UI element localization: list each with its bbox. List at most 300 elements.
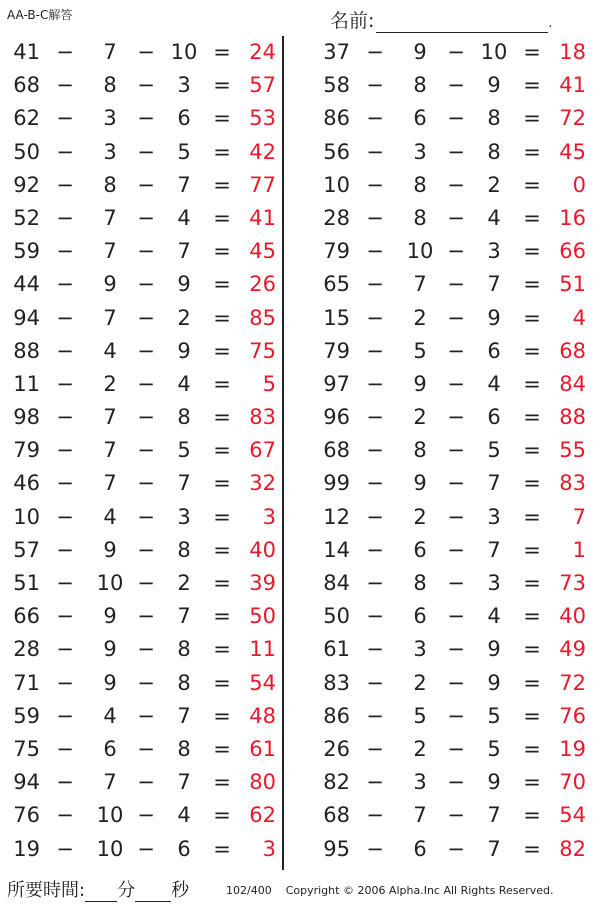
minus-sign: −: [366, 172, 384, 197]
minuend: 97: [323, 371, 350, 396]
answer: 55: [559, 438, 586, 463]
equals-sign: =: [213, 40, 231, 64]
subtrahend-2: 7: [177, 172, 191, 197]
equals-sign: =: [213, 571, 231, 595]
subtrahend-1: 9: [103, 637, 117, 662]
subtrahend-1: 7: [103, 770, 117, 795]
subtrahend-2: 10: [170, 40, 198, 64]
minuend: 99: [323, 471, 350, 496]
minus-sign: −: [137, 239, 155, 264]
answer: 0: [572, 172, 586, 197]
minus-sign: −: [56, 471, 74, 496]
subtrahend-1: 8: [413, 205, 427, 230]
minus-sign: −: [137, 272, 155, 297]
minus-sign: −: [447, 305, 465, 330]
minus-sign: −: [447, 438, 465, 463]
minuend: 68: [323, 803, 350, 828]
subtrahend-2: 5: [487, 736, 501, 761]
minus-sign: −: [56, 272, 74, 297]
equals-sign: =: [523, 736, 541, 761]
minus-sign: −: [56, 537, 74, 562]
subtrahend-2: 8: [177, 405, 191, 430]
subtrahend-1: 9: [413, 40, 427, 64]
subtrahend-2: 9: [487, 637, 501, 662]
subtrahend-1: 2: [413, 305, 427, 330]
minus-sign: −: [56, 803, 74, 828]
subtrahend-2: 2: [177, 305, 191, 330]
answer: 57: [249, 73, 276, 98]
subtrahend-1: 8: [413, 172, 427, 197]
equals-sign: =: [523, 40, 541, 64]
subtrahend-2: 2: [177, 571, 191, 595]
subtrahend-1: 2: [413, 504, 427, 529]
minus-sign: −: [56, 604, 74, 629]
minus-sign: −: [366, 604, 384, 629]
equals-sign: =: [523, 205, 541, 230]
minus-sign: −: [137, 670, 155, 695]
minuend: 52: [13, 205, 40, 230]
minus-sign: −: [447, 40, 465, 64]
answer: 67: [249, 438, 276, 463]
equals-sign: =: [523, 438, 541, 463]
answer: 73: [559, 571, 586, 595]
equals-sign: =: [523, 770, 541, 795]
minuend: 98: [13, 405, 40, 430]
subtrahend-2: 4: [177, 205, 191, 230]
answer: 40: [559, 604, 586, 629]
minus-sign: −: [366, 73, 384, 98]
subtrahend-1: 5: [413, 338, 427, 363]
minus-sign: −: [366, 205, 384, 230]
equals-sign: =: [523, 371, 541, 396]
time-field: [7, 876, 189, 902]
minus-sign: −: [56, 836, 74, 861]
minuend: 12: [323, 504, 350, 529]
minuend: 86: [323, 703, 350, 728]
minus-sign: −: [447, 139, 465, 164]
minus-sign: −: [447, 537, 465, 562]
minuend: 26: [323, 736, 350, 761]
answer: 54: [559, 803, 586, 828]
answer: 42: [249, 139, 276, 164]
minus-sign: −: [447, 272, 465, 297]
subtrahend-1: 9: [413, 371, 427, 396]
subtrahend-1: 4: [103, 338, 117, 363]
minus-sign: −: [447, 736, 465, 761]
minuend: 62: [13, 106, 40, 131]
subtrahend-1: 3: [413, 139, 427, 164]
minus-sign: −: [366, 770, 384, 795]
equals-sign: =: [213, 338, 231, 363]
minuend: 59: [13, 239, 40, 264]
minus-sign: −: [137, 405, 155, 430]
subtrahend-1: 2: [413, 670, 427, 695]
equals-sign: =: [213, 736, 231, 761]
minus-sign: −: [447, 670, 465, 695]
answer: 19: [559, 736, 586, 761]
minuend: 75: [13, 736, 40, 761]
answer: 68: [559, 338, 586, 363]
page-number: 102/400: [226, 884, 272, 897]
answer: 26: [249, 272, 276, 297]
equals-sign: =: [523, 670, 541, 695]
minuend: 68: [13, 73, 40, 98]
subtrahend-2: 3: [487, 571, 501, 595]
subtrahend-1: 10: [96, 836, 124, 861]
subtrahend-1: 7: [103, 239, 117, 264]
minus-sign: −: [56, 338, 74, 363]
minus-sign: −: [366, 471, 384, 496]
answer: 80: [249, 770, 276, 795]
equals-sign: =: [213, 106, 231, 131]
minus-sign: −: [366, 836, 384, 861]
equals-sign: =: [213, 405, 231, 430]
minus-sign: −: [366, 371, 384, 396]
subtrahend-1: 7: [103, 438, 117, 463]
answer: 1: [572, 537, 586, 562]
minus-sign: −: [366, 405, 384, 430]
name-dot: .: [548, 16, 553, 30]
subtrahend-2: 6: [487, 338, 501, 363]
subtrahend-2: 3: [177, 504, 191, 529]
answer: 83: [559, 471, 586, 496]
answer: 54: [249, 670, 276, 695]
answer: 66: [559, 239, 586, 264]
minus-sign: −: [447, 172, 465, 197]
minus-sign: −: [447, 205, 465, 230]
subtrahend-1: 5: [413, 703, 427, 728]
copyright: Copyright © 2006 Alpha.Inc All Rights Reserved.: [285, 884, 554, 897]
minuend: 10: [323, 172, 350, 197]
answer: 45: [249, 239, 276, 264]
minus-sign: −: [56, 371, 74, 396]
subtrahend-1: 4: [103, 703, 117, 728]
subtrahend-1: 7: [103, 205, 117, 230]
minus-sign: −: [56, 438, 74, 463]
minus-sign: −: [137, 637, 155, 662]
minuend: 79: [323, 338, 350, 363]
equals-sign: =: [213, 305, 231, 330]
minus-sign: −: [56, 405, 74, 430]
minus-sign: −: [137, 504, 155, 529]
minuend: 96: [323, 405, 350, 430]
answer: 41: [249, 205, 276, 230]
minus-sign: −: [366, 106, 384, 131]
subtrahend-2: 7: [177, 239, 191, 264]
subtrahend-1: 6: [413, 604, 427, 629]
minus-sign: −: [56, 73, 74, 98]
answer: 72: [559, 106, 586, 131]
minuend: 56: [323, 139, 350, 164]
minus-sign: −: [366, 736, 384, 761]
minus-sign: −: [137, 40, 155, 64]
answer: 83: [249, 405, 276, 430]
minus-sign: −: [56, 305, 74, 330]
subtrahend-2: 8: [177, 537, 191, 562]
subtrahend-1: 6: [413, 537, 427, 562]
minus-sign: −: [137, 73, 155, 98]
minus-sign: −: [137, 371, 155, 396]
equals-sign: =: [523, 471, 541, 496]
minus-sign: −: [366, 338, 384, 363]
equals-sign: =: [523, 803, 541, 828]
minus-sign: −: [56, 703, 74, 728]
equals-sign: =: [213, 703, 231, 728]
equals-sign: =: [523, 604, 541, 629]
column-divider: [282, 36, 284, 870]
minuend: 57: [13, 537, 40, 562]
name-label: 名前:: [330, 10, 375, 32]
answer: 76: [559, 703, 586, 728]
minuend: 10: [13, 504, 40, 529]
minus-sign: −: [137, 571, 155, 595]
minuend: 37: [323, 40, 350, 64]
subtrahend-1: 6: [413, 106, 427, 131]
minus-sign: −: [447, 73, 465, 98]
minus-sign: −: [366, 670, 384, 695]
subtrahend-1: 3: [103, 106, 117, 131]
subtrahend-1: 9: [413, 471, 427, 496]
answer: 48: [249, 703, 276, 728]
minus-sign: −: [137, 736, 155, 761]
minuend: 86: [323, 106, 350, 131]
equals-sign: =: [523, 637, 541, 662]
minus-sign: −: [56, 637, 74, 662]
equals-sign: =: [523, 106, 541, 131]
equals-sign: =: [213, 272, 231, 297]
subtrahend-2: 5: [487, 438, 501, 463]
subtrahend-2: 6: [177, 106, 191, 131]
equals-sign: =: [213, 836, 231, 861]
minuend: 14: [323, 537, 350, 562]
minuend: 68: [323, 438, 350, 463]
subtrahend-2: 4: [487, 205, 501, 230]
subtrahend-1: 9: [103, 537, 117, 562]
equals-sign: =: [213, 205, 231, 230]
equals-sign: =: [523, 272, 541, 297]
answer: 61: [249, 736, 276, 761]
answer: 45: [559, 139, 586, 164]
answer: 85: [249, 305, 276, 330]
equals-sign: =: [213, 504, 231, 529]
minuend: 44: [13, 272, 40, 297]
minus-sign: −: [56, 504, 74, 529]
answer: 51: [559, 272, 586, 297]
minus-sign: −: [137, 803, 155, 828]
minuend: 61: [323, 637, 350, 662]
minus-sign: −: [56, 571, 74, 595]
minus-sign: −: [366, 637, 384, 662]
subtrahend-2: 8: [177, 637, 191, 662]
subtrahend-2: 8: [177, 736, 191, 761]
subtrahend-2: 10: [480, 40, 508, 64]
equals-sign: =: [523, 836, 541, 861]
subtrahend-2: 6: [177, 836, 191, 861]
minus-sign: −: [447, 504, 465, 529]
minus-sign: −: [447, 106, 465, 131]
subtrahend-1: 2: [103, 371, 117, 396]
minus-sign: −: [137, 770, 155, 795]
minus-sign: −: [447, 703, 465, 728]
subtrahend-2: 4: [487, 604, 501, 629]
subtrahend-1: 7: [103, 471, 117, 496]
minus-sign: −: [366, 803, 384, 828]
minus-sign: −: [447, 239, 465, 264]
subtrahend-2: 8: [487, 139, 501, 164]
subtrahend-2: 7: [487, 537, 501, 562]
answer: 49: [559, 637, 586, 662]
minuend: 51: [13, 571, 40, 595]
subtrahend-2: 7: [177, 604, 191, 629]
answer: 75: [249, 338, 276, 363]
name-blank[interactable]: [376, 14, 548, 33]
minuend: 59: [13, 703, 40, 728]
equals-sign: =: [213, 770, 231, 795]
equals-sign: =: [213, 537, 231, 562]
answer: 53: [249, 106, 276, 131]
subtrahend-2: 5: [487, 703, 501, 728]
subtrahend-2: 8: [177, 670, 191, 695]
subtrahend-2: 7: [177, 770, 191, 795]
answer: 32: [249, 471, 276, 496]
equals-sign: =: [523, 172, 541, 197]
answer: 18: [559, 40, 586, 64]
subtrahend-2: 9: [177, 272, 191, 297]
subtrahend-1: 9: [103, 604, 117, 629]
minus-sign: −: [366, 40, 384, 64]
time-label: 所要時間:: [7, 880, 86, 901]
subtrahend-2: 4: [177, 371, 191, 396]
subtrahend-1: 3: [103, 139, 117, 164]
subtrahend-2: 7: [487, 836, 501, 861]
minuend: 66: [13, 604, 40, 629]
equals-sign: =: [213, 670, 231, 695]
minus-sign: −: [56, 40, 74, 64]
seconds-blank[interactable]: [135, 883, 171, 902]
minus-sign: −: [137, 703, 155, 728]
minus-sign: −: [447, 836, 465, 861]
minus-sign: −: [56, 736, 74, 761]
equals-sign: =: [523, 537, 541, 562]
answer: 5: [262, 371, 276, 396]
subtrahend-1: 8: [103, 172, 117, 197]
equals-sign: =: [213, 604, 231, 629]
subtrahend-2: 9: [487, 305, 501, 330]
minuend: 15: [323, 305, 350, 330]
minus-sign: −: [366, 305, 384, 330]
minus-sign: −: [137, 139, 155, 164]
minus-sign: −: [137, 305, 155, 330]
minus-sign: −: [447, 637, 465, 662]
subtrahend-1: 9: [103, 272, 117, 297]
equals-sign: =: [523, 305, 541, 330]
minuend: 79: [13, 438, 40, 463]
minus-sign: −: [137, 438, 155, 463]
minuend: 83: [323, 670, 350, 695]
minutes-blank[interactable]: [85, 883, 117, 902]
subtrahend-1: 7: [103, 305, 117, 330]
subtrahend-1: 8: [413, 438, 427, 463]
minus-sign: −: [366, 504, 384, 529]
equals-sign: =: [523, 504, 541, 529]
minuend: 88: [13, 338, 40, 363]
equals-sign: =: [213, 438, 231, 463]
subtrahend-1: 10: [96, 803, 124, 828]
minus-sign: −: [447, 604, 465, 629]
worksheet-title: AA-B-C解答: [7, 8, 73, 22]
minus-sign: −: [447, 338, 465, 363]
minus-sign: −: [447, 803, 465, 828]
subtrahend-1: 10: [96, 571, 124, 595]
subtrahend-1: 7: [413, 272, 427, 297]
minus-sign: −: [137, 338, 155, 363]
subtrahend-1: 3: [413, 637, 427, 662]
minus-sign: −: [366, 571, 384, 595]
minuend: 50: [323, 604, 350, 629]
minus-sign: −: [56, 239, 74, 264]
equals-sign: =: [213, 637, 231, 662]
minus-sign: −: [56, 172, 74, 197]
answer: 39: [249, 571, 276, 595]
answer: 3: [262, 836, 276, 861]
subtrahend-2: 7: [487, 471, 501, 496]
minuend: 76: [13, 803, 40, 828]
equals-sign: =: [523, 139, 541, 164]
subtrahend-2: 8: [487, 106, 501, 131]
equals-sign: =: [213, 239, 231, 264]
equals-sign: =: [213, 139, 231, 164]
subtrahend-1: 7: [103, 40, 117, 64]
equals-sign: =: [213, 471, 231, 496]
equals-sign: =: [213, 172, 231, 197]
subtrahend-1: 8: [413, 73, 427, 98]
answer: 11: [249, 637, 276, 662]
subtrahend-1: 7: [103, 405, 117, 430]
answer: 62: [249, 803, 276, 828]
minuend: 28: [13, 637, 40, 662]
equals-sign: =: [213, 803, 231, 828]
minuend: 58: [323, 73, 350, 98]
minus-sign: −: [56, 205, 74, 230]
minus-sign: −: [366, 139, 384, 164]
subtrahend-1: 4: [103, 504, 117, 529]
minus-sign: −: [137, 836, 155, 861]
subtrahend-2: 9: [177, 338, 191, 363]
equals-sign: =: [523, 703, 541, 728]
minute-unit: 分: [117, 880, 136, 901]
subtrahend-2: 9: [487, 670, 501, 695]
subtrahend-1: 8: [413, 571, 427, 595]
subtrahend-2: 6: [487, 405, 501, 430]
minus-sign: −: [56, 770, 74, 795]
subtrahend-2: 2: [487, 172, 501, 197]
subtrahend-2: 5: [177, 139, 191, 164]
subtrahend-2: 3: [177, 73, 191, 98]
answer: 77: [249, 172, 276, 197]
minus-sign: −: [447, 405, 465, 430]
second-unit: 秒: [171, 880, 190, 901]
minus-sign: −: [366, 537, 384, 562]
minus-sign: −: [56, 139, 74, 164]
equals-sign: =: [523, 73, 541, 98]
answer: 50: [249, 604, 276, 629]
equals-sign: =: [523, 338, 541, 363]
minus-sign: −: [366, 703, 384, 728]
minus-sign: −: [56, 670, 74, 695]
equals-sign: =: [213, 371, 231, 396]
answer: 72: [559, 670, 586, 695]
minuend: 82: [323, 770, 350, 795]
